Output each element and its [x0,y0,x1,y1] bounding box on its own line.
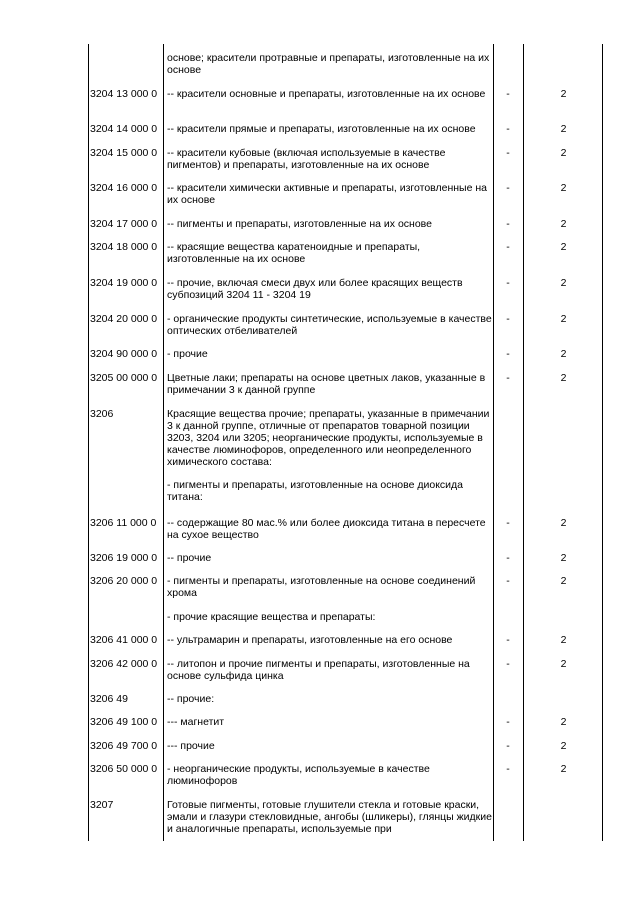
row-duty-rate: 2 [560,716,567,728]
row-description [167,693,492,705]
row-unit: - [506,372,510,384]
row-code: 3206 49 100 0 [90,716,158,728]
row-description-paragraph: Готовые пигменты, готовые глушители стекла и готовые краски, эмали и глазури стекловидные, ангобы (шликеры), глянцы жидкие и аналогичные препараты, используемые при [167,799,492,835]
row-duty-rate: 2 [560,552,567,564]
row-code: 3206 49 700 0 [90,740,158,752]
row-description [167,182,492,206]
column-border-right [602,44,603,841]
row-description-paragraph: -- красящие вещества каратеноидные и препараты, изготовленные на их основе [167,241,421,265]
row-description-paragraph: -- пигменты и препараты, изготовленные на их основе [167,218,432,230]
row-description [167,611,492,623]
row-description [167,634,492,646]
row-description [167,277,492,301]
row-unit: - [506,634,510,646]
row-duty-rate: 2 [560,763,567,775]
row-duty-rate: 2 [560,277,567,289]
row-code: 3204 18 000 0 [90,241,158,253]
row-unit: - [506,313,510,325]
row-description-paragraph: -- прочие, включая смеси двух или более красящих веществ субпозиций 3204 11 - 3204 19 [167,277,463,301]
row-unit: - [506,552,510,564]
column-border-dash-rate [523,44,524,841]
row-description [167,313,492,337]
row-description [167,348,492,360]
row-description-paragraph: -- содержащие 80 мас.% или более диоксида титана в пересчете на сухое вещество [167,517,486,541]
row-duty-rate: 2 [560,348,567,360]
row-description-paragraph: --- магнетит [167,716,225,728]
row-description-paragraph: -- красители химически активные и препараты, изготовленные на их основе [167,182,488,206]
row-unit: - [506,740,510,752]
row-description [167,517,492,541]
row-unit: - [506,123,510,135]
row-code: 3206 42 000 0 [90,658,158,670]
row-unit: - [506,182,510,194]
row-description-paragraph: -- прочие [167,552,212,564]
row-description-paragraph: -- красители прямые и препараты, изготовленные на их основе [167,123,476,135]
row-description [167,716,492,728]
row-description [167,575,492,599]
row-duty-rate: 2 [560,147,567,159]
row-description [167,658,492,682]
row-description [167,123,492,135]
row-code: 3205 00 000 0 [90,372,158,384]
row-code: 3206 50 000 0 [90,763,158,775]
row-description [167,763,492,787]
row-duty-rate: 2 [560,123,567,135]
row-description [167,218,492,230]
row-description-paragraph: -- ультрамарин и препараты, изготовленные на его основе [167,634,453,646]
row-code: 3207 [90,799,114,811]
row-unit: - [506,658,510,670]
row-code: 3204 90 000 0 [90,348,158,360]
row-duty-rate: 2 [560,740,567,752]
row-code: 3204 19 000 0 [90,277,158,289]
row-code: 3204 16 000 0 [90,182,158,194]
row-unit: - [506,88,510,100]
row-duty-rate: 2 [560,517,567,529]
row-description-paragraph: - прочие [167,348,208,360]
row-unit: - [506,277,510,289]
row-duty-rate: 2 [560,658,567,670]
row-duty-rate: 2 [560,634,567,646]
row-unit: - [506,763,510,775]
row-description [167,740,492,752]
row-code: 3204 15 000 0 [90,147,158,159]
row-description-paragraph: Красящие вещества прочие; препараты, указанные в примечании 3 к данной группе, отличные от препаратов товарной позиции 3203, 3204 или 3205; неорганические продукты, используемые в качестве люминофоров, определенного или неопределенного химического состава: [167,408,490,468]
row-duty-rate: 2 [560,182,567,194]
row-code: 3204 13 000 0 [90,88,158,100]
row-code: 3204 20 000 0 [90,313,158,325]
row-description-paragraph: -- красители основные и препараты, изготовленные на их основе [167,88,486,100]
row-unit: - [506,716,510,728]
row-unit: - [506,348,510,360]
row-description-paragraph: - пигменты и препараты, изготовленные на основе диоксида титана: [167,479,463,503]
row-unit: - [506,517,510,529]
column-border-left [88,44,89,841]
row-duty-rate: 2 [560,241,567,253]
row-description-paragraph: - неорганические продукты, используемые в качестве люминофоров [167,763,430,787]
row-unit: - [506,147,510,159]
column-border-code-desc [163,44,164,841]
row-unit: - [506,218,510,230]
row-unit: - [506,241,510,253]
row-code: 3206 [90,408,114,420]
row-code: 3206 19 000 0 [90,552,158,564]
row-duty-rate: 2 [560,218,567,230]
row-duty-rate: 2 [560,372,567,384]
row-code: 3206 11 000 0 [90,517,157,529]
row-code: 3206 20 000 0 [90,575,158,587]
row-description [167,372,492,396]
row-unit: - [506,575,510,587]
row-description-paragraph: - органические продукты синтетические, используемые в качестве оптических отбеливателей [167,313,492,337]
row-description [167,552,492,564]
row-duty-rate: 2 [560,313,567,325]
row-description [167,799,492,835]
row-description-paragraph: - прочие красящие вещества и препараты: [167,611,376,623]
row-description [167,408,492,503]
row-description-paragraph: Цветные лаки; препараты на основе цветных лаков, указанные в примечании 3 к данной группе [167,372,486,396]
row-duty-rate: 2 [560,88,567,100]
row-description-paragraph: -- красители кубовые (включая используемые в качестве пигментов) и препараты, изготовленные на их основе [167,147,446,171]
row-description-paragraph: -- литопон и прочие пигменты и препараты, изготовленные на основе сульфида цинка [167,658,470,682]
row-description-paragraph: -- прочие: [167,693,215,705]
row-description-paragraph: --- прочие [167,740,215,752]
row-code: 3206 49 [90,693,128,705]
row-description [167,147,492,171]
row-code: 3204 17 000 0 [90,218,158,230]
row-description [167,241,492,265]
row-description [167,88,492,100]
row-duty-rate: 2 [560,575,567,587]
row-code: 3204 14 000 0 [90,123,158,135]
row-description [167,52,492,76]
row-code: 3206 41 000 0 [90,634,158,646]
row-description-paragraph: - пигменты и препараты, изготовленные на основе соединений хрома [167,575,476,599]
row-description-paragraph: основе; красители протравные и препараты, изготовленные на их основе [167,52,490,76]
